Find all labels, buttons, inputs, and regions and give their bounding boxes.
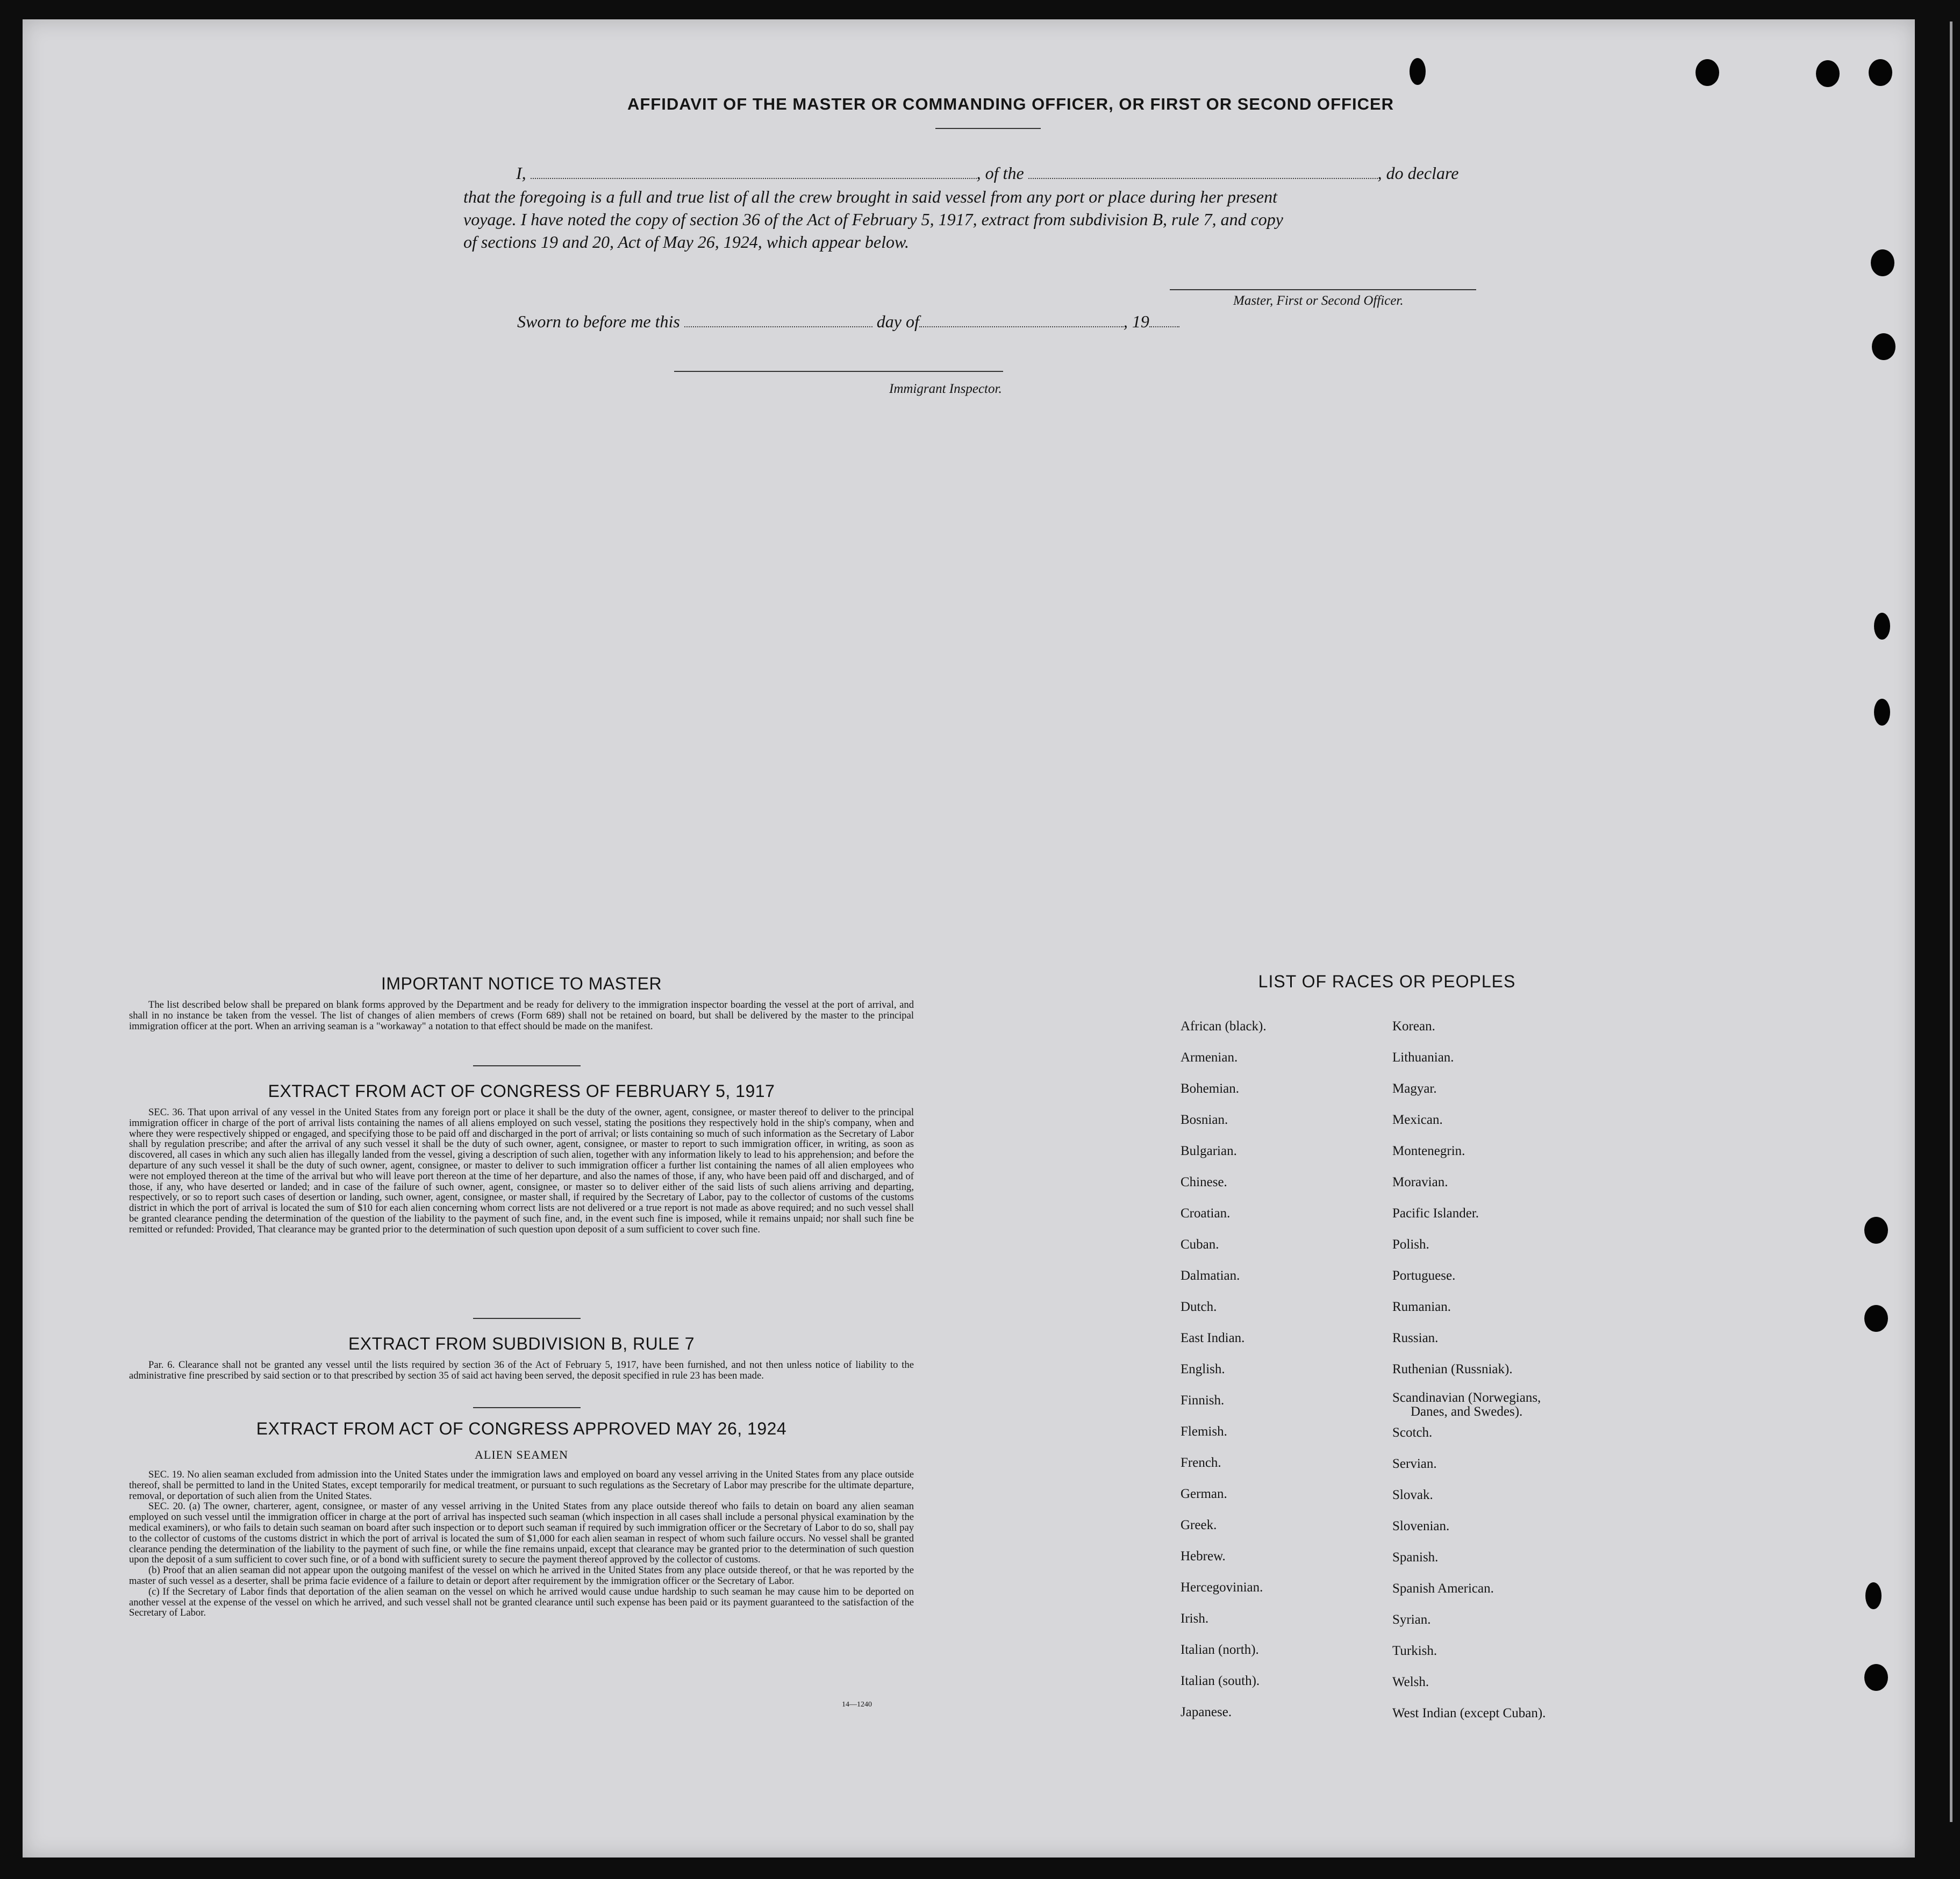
- extract-1917-title: EXTRACT FROM ACT OF CONGRESS OF FEBRUARY 5, 1917: [268, 1081, 775, 1101]
- extract-rule7-text: [129, 1360, 914, 1381]
- race-item: German.: [1181, 1487, 1227, 1501]
- race-item: French.: [1181, 1455, 1221, 1470]
- sworn-year-field[interactable]: [1149, 312, 1179, 327]
- races-list-left: [1181, 1016, 1267, 1733]
- race-item: Pacific Islander.: [1392, 1206, 1479, 1221]
- race-item: Greek.: [1181, 1518, 1217, 1532]
- race-item: Slovenian.: [1392, 1519, 1450, 1533]
- race-item: Slovak.: [1392, 1488, 1433, 1502]
- declarant-name-field[interactable]: [531, 164, 977, 179]
- race-item: Welsh.: [1392, 1675, 1429, 1689]
- race-item: Spanish.: [1392, 1550, 1439, 1565]
- race-item: Italian (south).: [1181, 1674, 1260, 1688]
- sworn-label: Sworn to before me this: [517, 312, 680, 331]
- master-signature-line[interactable]: [1170, 289, 1476, 290]
- section-divider: [473, 1318, 581, 1319]
- section-20a-paragraph: SEC. 20. (a) The owner, charterer, agent, consignee, or master of any vessel arriving in the United States from any place outside thereof who fails to detain on board any alien seaman employed on such vessel until the immigration officer in charge at the port of arrival has inspected such seaman (which inspection in all cases shall include a personal physical examination by the medical examiners), or who fails to detain such seaman on board after such inspection or to deport such seaman if required by such immigration officer or the Secretary of Labor to do so, shall pay to the collector of customs of the customs district in which the port of arrival is located the sum of $1,000 for each alien seaman in respect of whom such failure occurs. No vessel shall be granted clearance pending the determination of the liability to the payment of such fine, or while the fine remains unpaid, except that clearance may be granted prior to the determination of such question upon the deposit of a sum sufficient to cover such fine, or of a bond with sufficient surety to secure the payment thereof approved by the collector of customs.: [129, 1501, 914, 1566]
- punch-hole: [1864, 1217, 1888, 1244]
- race-item: Spanish American.: [1392, 1581, 1494, 1596]
- sworn-day-field[interactable]: [684, 312, 872, 327]
- punch-hole: [1816, 60, 1840, 87]
- race-item: Dalmatian.: [1181, 1268, 1240, 1283]
- race-item: Flemish.: [1181, 1424, 1227, 1439]
- race-item: Korean.: [1392, 1019, 1435, 1034]
- year-prefix: , 19: [1123, 312, 1149, 331]
- race-item: East Indian.: [1181, 1331, 1245, 1345]
- race-item: Bohemian.: [1181, 1081, 1240, 1096]
- section-20c-paragraph: (c) If the Secretary of Labor finds that deportation of the alien seaman on the vessel on which he arrived would cause undue hardship to such seaman he may cause him to be deported on another vessel at the expense of the vessel on which he arrived, and such vessel shall not be granted clearance until such expense has been paid or its payment guaranteed to the satisfaction of the Secretary of Labor.: [129, 1586, 914, 1619]
- extract-1924-title: EXTRACT FROM ACT OF CONGRESS APPROVED MAY 26, 1924: [256, 1419, 787, 1438]
- races-title: LIST OF RACES OR PEOPLES: [1258, 972, 1516, 991]
- race-item: Cuban.: [1181, 1237, 1219, 1252]
- affidavit-title-rule: [935, 128, 1041, 129]
- notice-text: [129, 1000, 914, 1031]
- race-item: African (black).: [1181, 1019, 1267, 1034]
- race-item: English.: [1181, 1362, 1225, 1376]
- race-item: Syrian.: [1392, 1612, 1431, 1627]
- vessel-name-field[interactable]: [1028, 164, 1378, 179]
- race-item: Finnish.: [1181, 1393, 1225, 1408]
- race-item: Ruthenian (Russniak).: [1392, 1362, 1513, 1376]
- do-declare-label: , do declare: [1377, 163, 1459, 183]
- affidavit-title: AFFIDAVIT OF THE MASTER OR COMMANDING OFFICER, OR FIRST OR SECOND OFFICER: [627, 95, 1394, 113]
- inspector-signature-line[interactable]: [674, 371, 1003, 372]
- race-item: Hebrew.: [1181, 1549, 1226, 1564]
- race-item-continuation: Danes, and Swedes).: [1411, 1404, 1523, 1419]
- punch-hole: [1410, 58, 1426, 85]
- race-item: Dutch.: [1181, 1300, 1217, 1314]
- race-item: Hercegovinian.: [1181, 1580, 1263, 1595]
- affidavit-line-2: that the foregoing is a full and true list of all the crew brought in said vessel from any port or place during her present: [463, 187, 1277, 206]
- race-item: Lithuanian.: [1392, 1050, 1454, 1065]
- affidavit-line-1: [516, 162, 1458, 184]
- races-list-right: [1392, 1016, 1546, 1734]
- punch-hole: [1874, 613, 1890, 640]
- extract-1917-text: [129, 1107, 914, 1235]
- affidavit-line-3: voyage. I have noted the copy of section 36 of the Act of February 5, 1917, extract from subdivision B, rule 7, and copy: [463, 210, 1283, 229]
- punch-hole: [1864, 1664, 1888, 1691]
- race-item: Chinese.: [1181, 1175, 1227, 1189]
- race-item: Montenegrin.: [1392, 1144, 1465, 1158]
- race-item: Russian.: [1392, 1331, 1439, 1345]
- rule7-paragraph: Par. 6. Clearance shall not be granted any vessel until the lists required by section 36 of the Act of February 5, 1917, have been furnished, and not then unless notice of liability to the administrative fine prescribed by said section or to that prescribed by section 35 of said act having been served, the deposit specified in rule 23 has been made.: [129, 1359, 914, 1381]
- race-item-line: Scandinavian (Norwegians,: [1392, 1390, 1541, 1405]
- section-20b-paragraph: (b) Proof that an alien seaman did not appear upon the outgoing manifest of the vessel on which he arrived in the United States from any place outside thereof, or that he was reported by the master of such vessel as a deserter, shall be prima facie evidence of a failure to detain or deport after requirement by the immigration officer or the Secretary of Labor.: [129, 1565, 914, 1587]
- affidavit-line-4: of sections 19 and 20, Act of May 26, 1924, which appear below.: [463, 232, 909, 252]
- race-item: Irish.: [1181, 1611, 1209, 1626]
- race-item: [1392, 1390, 1546, 1422]
- extract-rule7-title: EXTRACT FROM SUBDIVISION B, RULE 7: [348, 1334, 695, 1353]
- race-item: Bosnian.: [1181, 1113, 1228, 1127]
- race-item: Moravian.: [1392, 1175, 1448, 1189]
- race-item: Rumanian.: [1392, 1300, 1451, 1314]
- race-item: Portuguese.: [1392, 1268, 1456, 1283]
- race-item: Croatian.: [1181, 1206, 1231, 1221]
- race-item: Italian (north).: [1181, 1643, 1259, 1657]
- race-item: West Indian (except Cuban).: [1392, 1706, 1546, 1720]
- race-item: Armenian.: [1181, 1050, 1238, 1065]
- race-item: Bulgarian.: [1181, 1144, 1237, 1158]
- punch-hole: [1869, 59, 1892, 86]
- section-divider: [473, 1407, 581, 1408]
- punch-hole: [1872, 333, 1895, 360]
- section-19-paragraph: SEC. 19. No alien seaman excluded from admission into the United States under the immigration laws and employed on board any vessel arriving in the United States from any place outside thereof, shall be permitted to land in the United States, except temporarily for medical treatment, or pursuant to such regulations as the Secretary of Labor may prescribe for the ultimate departure, removal, or deportation of such alien from the United States.: [129, 1469, 914, 1502]
- notice-paragraph: The list described below shall be prepared on blank forms approved by the Department and be ready for delivery to the immigration inspector boarding the vessel at the port of arrival, and shall in no instance be taken from the vessel. The list of changes of alien members of crews (Form 689) shall not be retained on board, but shall be delivered by the master to the principal immigration officer at the port. When an arriving seaman is a "workaway" a notation to that effect should be made on the manifest.: [129, 999, 914, 1032]
- section-divider: [473, 1065, 581, 1066]
- race-item: Mexican.: [1392, 1113, 1443, 1127]
- punch-hole: [1865, 1582, 1882, 1609]
- page-edge: [1950, 21, 1952, 1822]
- race-item: Servian.: [1392, 1457, 1437, 1471]
- punch-hole: [1871, 249, 1894, 276]
- punch-hole: [1874, 699, 1890, 726]
- race-item: Turkish.: [1392, 1644, 1437, 1658]
- day-of-label: day of: [876, 312, 919, 331]
- section-36-paragraph: SEC. 36. That upon arrival of any vessel in the United States from any foreign port or place it shall be the duty of the owner, agent, consignee, or master thereof to deliver to the principal immigration officer in charge of the port of arrival lists containing the names of all aliens employed on such vessel, stating the positions they respectively hold in the ship's company, when and where they were respectively shipped or engaged, and specifying those to be paid off and discharged in the port of arrival; or lists containing so much of such information as the Secretary of Labor shall by regulation prescribe; and after the arrival of any such vessel it shall be the duty of such owner, agent, consignee, or master to report to such immigration officer, in writing, as soon as discovered, all cases in which any such alien has illegally landed from the vessel, giving a description of such alien, together with any information likely to lead to his apprehension; and before the departure of any such vessel it shall be the duty of such owner, agent, consignee, or master to deliver to such immigration officer a further list containing the names of all alien employees who were not employed thereon at the time of the arrival but who will leave port thereon at the time of her departure, and also the names of those, if any, who have been paid off and discharged, and of those, if any, who have deserted or landed; and in case of the failure of such owner, agent, consignee, or master so to deliver either of the said lists of such aliens arriving and departing, respectively, or so to report such cases of desertion or landing, such owner, agent, consignee, or master shall, if required by the Secretary of Labor, pay to the collector of customs of the customs district in which the port of arrival is located the sum of $10 for each alien concerning whom correct lists are not delivered or a true report is not made as above required; and no such vessel shall be granted clearance pending the determination of the question of the liability to the payment of such fine, and, in the event such fine is imposed, while it remains unpaid; nor shall such fine be remitted or refunded: Provided, That clearance may be granted prior to the determination of such question upon deposit of a sum sufficient to cover such fine.: [129, 1107, 914, 1235]
- race-item: Magyar.: [1392, 1081, 1437, 1096]
- sworn-month-field[interactable]: [919, 312, 1124, 327]
- notice-title: IMPORTANT NOTICE TO MASTER: [381, 974, 662, 993]
- race-item: Scotch.: [1392, 1425, 1433, 1440]
- master-signature-label: Master, First or Second Officer.: [1233, 293, 1404, 308]
- extract-1924-text: [129, 1469, 914, 1618]
- inspector-signature-label: Immigrant Inspector.: [889, 382, 1002, 396]
- sworn-line: [517, 311, 1179, 332]
- punch-hole: [1696, 59, 1719, 86]
- of-the-label: , of the: [976, 163, 1024, 183]
- punch-hole: [1864, 1305, 1888, 1332]
- race-item: Polish.: [1392, 1237, 1429, 1252]
- race-item: Japanese.: [1181, 1705, 1232, 1719]
- alien-seamen-subtitle: ALIEN SEAMEN: [475, 1448, 568, 1461]
- declarant-prefix: I,: [516, 163, 526, 183]
- form-number: 14—1240: [842, 1701, 872, 1709]
